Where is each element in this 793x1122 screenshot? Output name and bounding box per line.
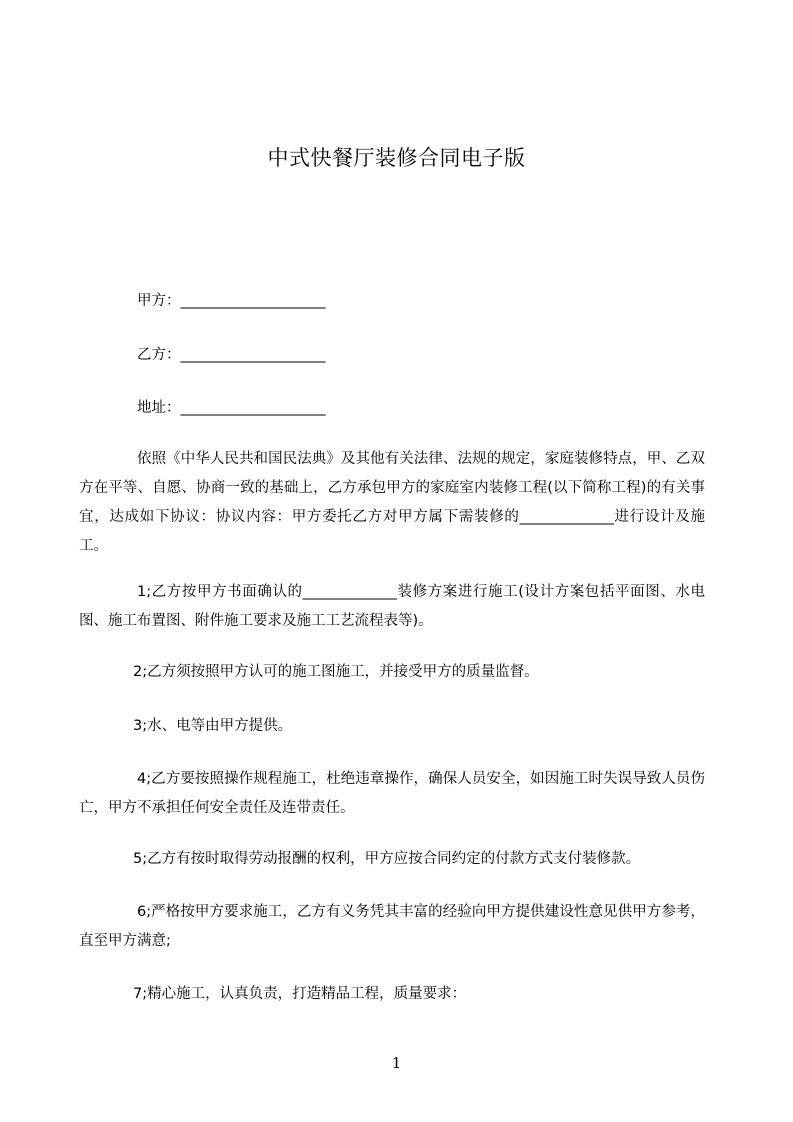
clause-6: 6;严格按甲方要求施工，乙方有义务凭其丰富的经验向甲方提供建设性意见供甲方参考，直至甲方满意; [79, 904, 705, 949]
address-field: 地址：____________________ [137, 400, 326, 416]
page-title: 中式快餐厅装修合同电子版 [267, 146, 526, 170]
intro-paragraph: 依照《中华人民共和国民法典》及其他有关法律、法规的规定，家庭装修特点，甲、乙双方在平等、自愿、协商一致的基础上，乙方承包甲方的家庭室内装修工程(以下简称工程)的有关事宜，达成如下协议：协议内容：甲方委托乙方对甲方属下需装修的_____________进行设计及施工。 [79, 451, 705, 554]
clause-5: 5;乙方有按时取得劳动报酬的权利，甲方应按合同约定的付款方式支付装修款。 [133, 851, 641, 867]
party-a-field: 甲方：____________________ [137, 293, 326, 309]
clause-3: 3;水、电等由甲方提供。 [133, 718, 293, 734]
page-number: 1 [391, 1054, 402, 1072]
clause-7: 7;精心施工，认真负责，打造精品工程，质量要求： [133, 986, 467, 1002]
clause-4: 4;乙方要按照操作规程施工，杜绝违章操作，确保人员安全，如因施工时失误导致人员伤亡，甲方不承担任何安全责任及连带责任。 [79, 771, 705, 816]
clause-1: 1;乙方按甲方书面确认的_____________装修方案进行施工(设计方案包括平面图、水电图、施工布置图、附件施工要求及施工工艺流程表等)。 [79, 584, 705, 629]
clause-2: 2;乙方须按照甲方认可的施工图施工，并接受甲方的质量监督。 [133, 664, 539, 680]
party-b-field: 乙方：____________________ [137, 347, 326, 363]
